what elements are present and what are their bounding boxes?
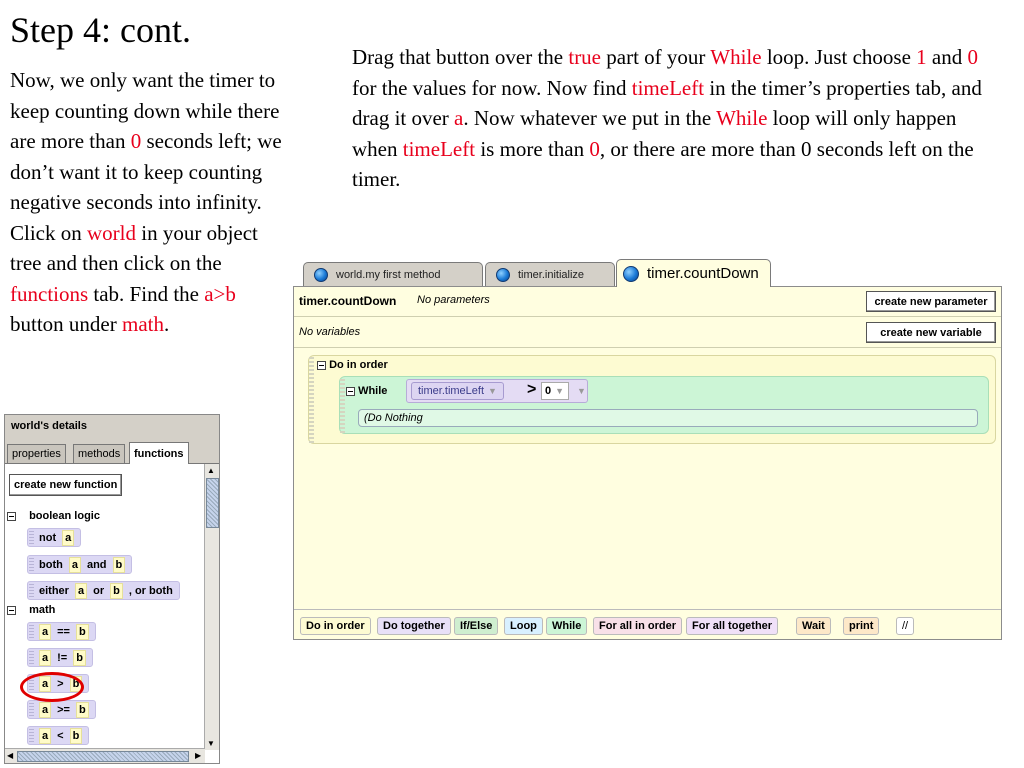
category-math[interactable]	[7, 604, 55, 616]
create-new-function-button[interactable]: create new function	[9, 474, 122, 496]
tab-label: timer.initialize	[518, 268, 585, 281]
palette-for-all-in-order[interactable]: For all in order	[593, 617, 682, 635]
while-header	[346, 385, 387, 397]
drag-grip	[29, 651, 34, 664]
palette-wait[interactable]: Wait	[796, 617, 831, 635]
dropdown-arrow-icon[interactable]: ▼	[488, 386, 497, 396]
drag-grip	[29, 531, 34, 544]
no-variables-label: No variables	[299, 326, 361, 338]
world-details-panel	[4, 414, 220, 764]
while-condition[interactable]	[406, 379, 588, 403]
function-less-than[interactable]: a < b	[27, 726, 89, 745]
globe-icon	[496, 268, 510, 282]
collapse-icon[interactable]	[346, 387, 355, 396]
create-new-variable-button[interactable]: create new variable	[866, 322, 996, 343]
method-tabs	[293, 258, 1002, 286]
scroll-up-icon[interactable]: ▲	[207, 466, 215, 475]
function-either-or[interactable]: either a or b , or both	[27, 581, 180, 600]
function-not-equals[interactable]: a != b	[27, 648, 93, 667]
function-greater-than[interactable]: a > b	[27, 674, 89, 693]
collapse-icon[interactable]	[317, 361, 326, 370]
vertical-scrollbar[interactable]	[204, 464, 219, 750]
globe-icon	[314, 268, 328, 282]
scrollbar-thumb[interactable]	[206, 478, 219, 528]
drag-grip	[29, 703, 34, 716]
category-boolean-logic[interactable]	[7, 510, 100, 522]
highlight-circle	[20, 672, 84, 702]
drag-grip[interactable]	[309, 356, 314, 443]
tab-timer-initialize[interactable]	[485, 262, 615, 286]
scroll-left-icon[interactable]: ◀	[7, 751, 14, 760]
comparison-operator: >	[527, 381, 537, 398]
tab-label: timer.countDown	[647, 265, 759, 282]
category-label: boolean logic	[29, 510, 100, 522]
do-nothing-placeholder[interactable]: (Do Nothing	[358, 409, 978, 427]
function-both-and[interactable]: both a and b	[27, 555, 132, 574]
timeleft-property-tile[interactable]	[411, 382, 504, 400]
details-title: world's details	[11, 420, 87, 432]
palette-print[interactable]: print	[843, 617, 879, 635]
horizontal-scrollbar[interactable]	[5, 748, 205, 763]
create-new-parameter-button[interactable]: create new parameter	[866, 291, 996, 312]
function-greater-equal[interactable]: a >= b	[27, 700, 96, 719]
property-label: timer.timeLeft	[418, 385, 485, 397]
right-value-field[interactable]	[541, 382, 569, 400]
do-in-order-label: Do in order	[329, 359, 388, 371]
dropdown-arrow-icon[interactable]: ▼	[577, 386, 586, 396]
method-header	[294, 287, 1001, 317]
tab-methods[interactable]: methods	[73, 444, 125, 463]
function-not[interactable]: not a	[27, 528, 81, 547]
do-in-order-block[interactable]	[308, 355, 996, 444]
collapse-icon[interactable]	[7, 606, 16, 615]
drag-grip	[29, 729, 34, 742]
control-palette	[294, 609, 1001, 639]
method-name: timer.countDown	[299, 294, 397, 308]
palette-loop[interactable]: Loop	[504, 617, 543, 635]
drag-grip	[29, 584, 34, 597]
palette-do-together[interactable]: Do together	[377, 617, 451, 635]
method-panel	[293, 286, 1002, 640]
drag-grip	[29, 625, 34, 638]
while-block[interactable]	[339, 376, 989, 434]
palette-if-else[interactable]: If/Else	[454, 617, 498, 635]
palette-comment[interactable]: //	[896, 617, 914, 635]
palette-for-all-together[interactable]: For all together	[686, 617, 778, 635]
function-equals[interactable]: a == b	[27, 622, 96, 641]
drag-grip	[29, 558, 34, 571]
scroll-down-icon[interactable]: ▼	[207, 739, 215, 748]
dropdown-arrow-icon[interactable]: ▼	[555, 386, 565, 396]
while-label: While	[358, 385, 388, 397]
tab-world-my-first-method[interactable]	[303, 262, 483, 286]
scrollbar-thumb[interactable]	[17, 751, 189, 762]
do-in-order-header	[317, 359, 388, 371]
variables-row	[294, 318, 1001, 348]
drag-grip[interactable]	[340, 377, 345, 433]
scroll-right-icon[interactable]: ▶	[195, 751, 202, 760]
right-instructions: Drag that button over the true part of your While loop. Just choose 1 and 0 for the values for now. Now find timeLeft in the timer’s properties tab, and drag it over a. Now whatever we put in the While loop will only happen when timeLeft is more than 0, or there are more than 0 seconds left on the timer.	[352, 45, 982, 191]
palette-do-in-order[interactable]: Do in order	[300, 617, 371, 635]
method-editor	[293, 258, 1002, 640]
collapse-icon[interactable]	[7, 512, 16, 521]
globe-icon	[623, 266, 639, 282]
tab-label: world.my first method	[336, 268, 441, 281]
tab-timer-countdown[interactable]	[616, 259, 771, 287]
category-label: math	[29, 604, 56, 616]
palette-while[interactable]: While	[546, 617, 587, 635]
tab-functions[interactable]: functions	[129, 442, 189, 464]
right-value: 0	[545, 385, 552, 397]
functions-list	[5, 463, 219, 763]
no-parameters-label: No parameters	[417, 294, 490, 306]
tab-properties[interactable]: properties	[7, 444, 66, 463]
slide-title: Step 4: cont.	[10, 10, 191, 50]
left-instructions: Now, we only want the timer to keep counting down while there are more than 0 seconds left; we don’t want it to keep counting negative seconds into infinity. Click on world in your object tree and then click on the functions tab. Find the a>b button under math.	[10, 68, 282, 336]
